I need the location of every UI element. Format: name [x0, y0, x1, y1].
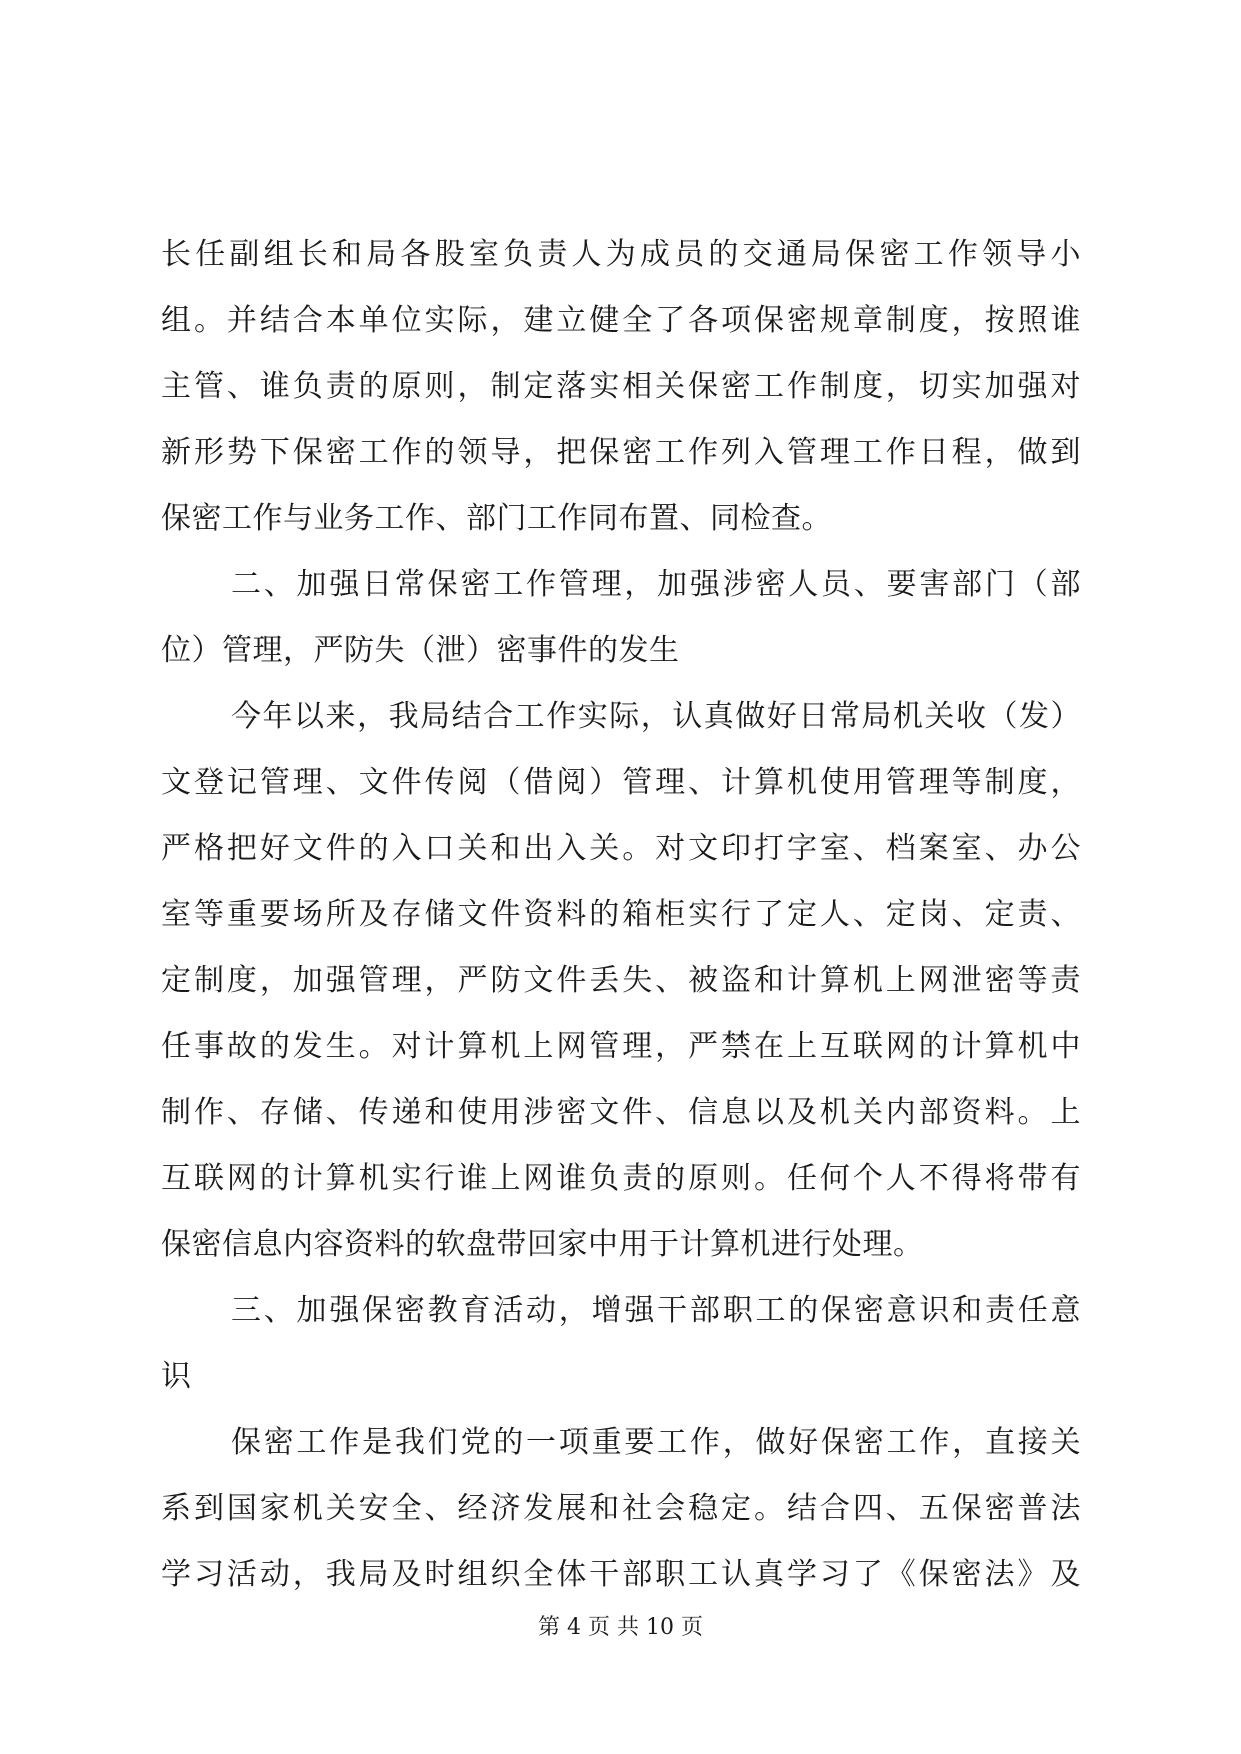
- paragraph-line: 保密工作与业务工作、部门工作同布置、同检查。: [161, 501, 832, 536]
- paragraph-line: 今年以来，我局结合工作实际，认真做好日常局机关收（发）: [231, 699, 1081, 734]
- paragraph-line: 任事故的发生。对计算机上网管理，严禁在上互联网的计算机中: [161, 1029, 1081, 1064]
- paragraph-line: 室等重要场所及存储文件资料的箱柜实行了定人、定岗、定责、: [161, 897, 1081, 932]
- section-heading-line: 三、加强保密教育活动，增强干部职工的保密意识和责任意: [231, 1293, 1081, 1328]
- paragraph-line: 长任副组长和局各股室负责人为成员的交通局保密工作领导小: [161, 237, 1081, 272]
- paragraph-line: 学习活动，我局及时组织全体干部职工认真学习了《保密法》及: [161, 1557, 1081, 1592]
- paragraph-line: 系到国家机关安全、经济发展和社会稳定。结合四、五保密普法: [161, 1491, 1081, 1526]
- page-number-footer: 第 4 页 共 10 页: [538, 1615, 703, 1640]
- body-text: [161, 222, 1081, 1608]
- paragraph-line: 新形势下保密工作的领导，把保密工作列入管理工作日程，做到: [161, 435, 1081, 470]
- paragraph-line: 文登记管理、文件传阅（借阅）管理、计算机使用管理等制度，: [161, 765, 1081, 800]
- paragraph-line: 互联网的计算机实行谁上网谁负责的原则。任何个人不得将带有: [161, 1161, 1081, 1196]
- section-heading-line: 二、加强日常保密工作管理，加强涉密人员、要害部门（部: [231, 567, 1081, 602]
- paragraph-line: 组。并结合本单位实际，建立健全了各项保密规章制度，按照谁: [161, 303, 1081, 338]
- paragraph-line: 定制度，加强管理，严防文件丢失、被盗和计算机上网泄密等责: [161, 963, 1081, 998]
- paragraph-line: 保密信息内容资料的软盘带回家中用于计算机进行处理。: [161, 1227, 924, 1262]
- paragraph-line: 严格把好文件的入口关和出入关。对文印打字室、档案室、办公: [161, 831, 1081, 866]
- paragraph-line: 保密工作是我们党的一项重要工作，做好保密工作，直接关: [231, 1425, 1081, 1460]
- paragraph-line: 主管、谁负责的原则，制定落实相关保密工作制度，切实加强对: [161, 369, 1081, 404]
- section-heading-line: 识: [161, 1359, 192, 1394]
- paragraph-line: 制作、存储、传递和使用涉密文件、信息以及机关内部资料。上: [161, 1095, 1081, 1130]
- section-heading-line: 位）管理，严防失（泄）密事件的发生: [161, 633, 680, 668]
